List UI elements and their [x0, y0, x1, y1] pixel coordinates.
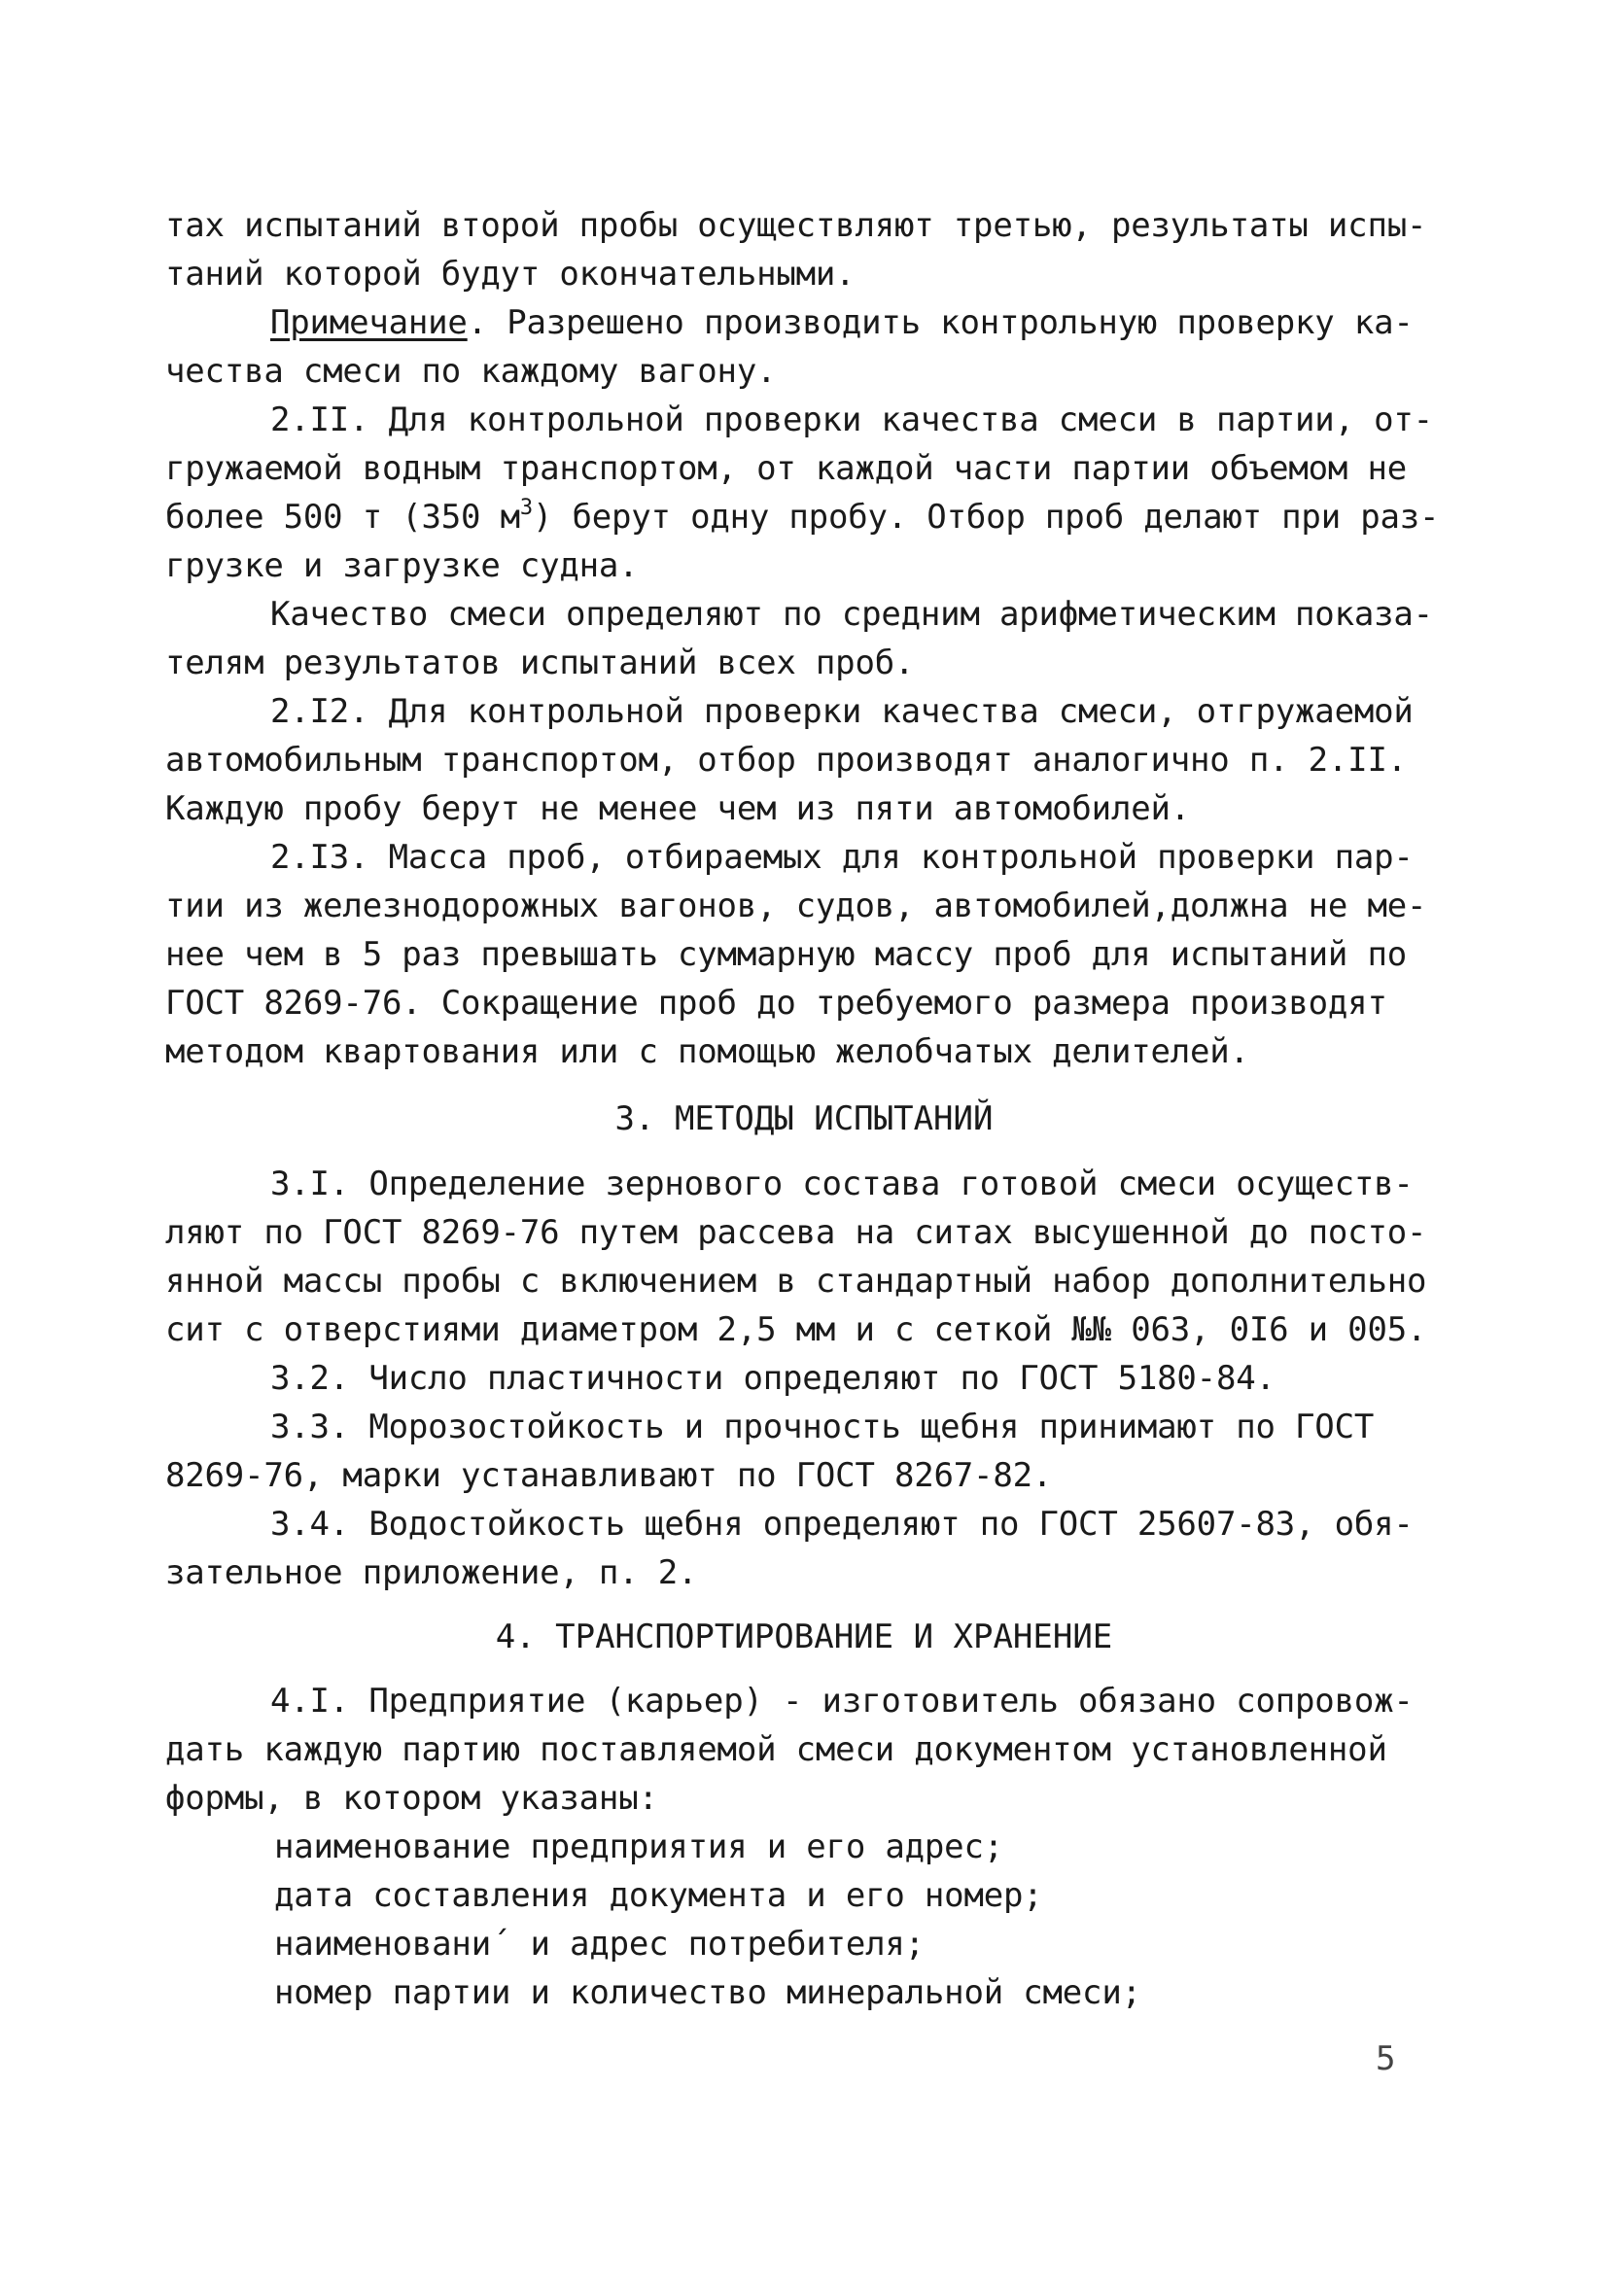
text-line: методом квартования или с помощью желобчатых делителей. — [165, 1032, 1249, 1071]
text-line: чества смеси по каждому вагону. — [165, 352, 777, 391]
text-line: сит с отверстиями диаметром 2,5 мм и с сеткой №№ 063, 0I6 и 005. — [165, 1310, 1427, 1349]
list-item: наименование предприятия и его адрес; — [274, 1827, 1003, 1866]
text-line: формы, в котором указаны: — [165, 1779, 658, 1818]
text-line: тах испытаний второй пробы осуществляют третью, результаты испы- — [165, 206, 1427, 245]
text-line: 3.I. Определение зернового состава готовой смеси осуществ- — [270, 1165, 1414, 1203]
text-line: телям результатов испытаний всех проб. — [165, 644, 915, 682]
text-line — [165, 498, 1439, 537]
text-line: янной массы пробы с включением в стандартный набор дополнительно — [165, 1262, 1427, 1301]
text-line: 2.I3. Масса проб, отбираемых для контрольной проверки пар- — [270, 838, 1414, 877]
page-number: 5 — [1376, 2039, 1396, 2078]
text-line: 3.4. Водостойкость щебня определяют по ГОСТ 25607-83, обя- — [270, 1505, 1414, 1544]
text-line: Каждую пробу берут не менее чем из пяти автомобилей. — [165, 789, 1191, 828]
list-item: номер партии и количество минеральной смеси; — [274, 1973, 1141, 2012]
section-4-heading: 4. ТРАНСПОРТИРОВАНИЕ И ХРАНЕНИЕ — [495, 1618, 1113, 1656]
text-line: ляют по ГОСТ 8269-76 путем рассева на ситах высушенной до посто- — [165, 1213, 1427, 1252]
note-label: Примечание — [270, 303, 468, 342]
text-fragment: более 500 т (350 м — [165, 498, 520, 537]
text-line: автомобильным транспортом, отбор производят аналогично п. 2.II. — [165, 741, 1407, 780]
list-item: наименовани´ и адрес потребителя; — [274, 1925, 925, 1964]
text-line: Качество смеси определяют по средним арифметическим показа- — [270, 595, 1433, 634]
text-line: 3.3. Морозостойкость и прочность щебня принимают по ГОСТ — [270, 1408, 1375, 1446]
text-line: нее чем в 5 раз превышать суммарную массу проб для испытаний по — [165, 935, 1407, 974]
superscript: 3 — [519, 496, 533, 520]
text-line: 2.I2. Для контрольной проверки качества смеси, отгружаемой — [270, 692, 1414, 731]
text-line: тии из железнодорожных вагонов, судов, автомобилей,должна не ме- — [165, 887, 1427, 925]
text-line: 8269-76, марки устанавливают по ГОСТ 8267-82. — [165, 1456, 1053, 1495]
text-line: 3.2. Число пластичности определяют по ГОСТ 5180-84. — [270, 1359, 1276, 1398]
text-line: зательное приложение, п. 2. — [165, 1553, 698, 1592]
text-line: 2.II. Для контрольной проверки качества смеси в партии, от- — [270, 400, 1433, 439]
list-item: дата составления документа и его номер; — [274, 1876, 1043, 1915]
note-text: . Разрешено производить контрольную проверку ка- — [467, 303, 1414, 342]
text-line: гружаемой водным транспортом, от каждой части партии объемом не — [165, 449, 1407, 488]
text-line: грузке и загрузке судна. — [165, 546, 639, 585]
text-line: дать каждую партию поставляемой смеси документом установленной — [165, 1730, 1387, 1769]
section-3-heading: 3. МЕТОДЫ ИСПЫТАНИЙ — [614, 1099, 994, 1138]
text-fragment: ) берут одну пробу. Отбор проб делают при раз- — [532, 498, 1440, 537]
text-line: 4.I. Предприятие (карьер) - изготовитель обязано сопровож- — [270, 1682, 1414, 1721]
text-line: ГОСТ 8269-76. Сокращение проб до требуемого размера производят — [165, 984, 1387, 1023]
text-line: таний которой будут окончательными. — [165, 255, 856, 294]
note-line — [270, 303, 1414, 342]
